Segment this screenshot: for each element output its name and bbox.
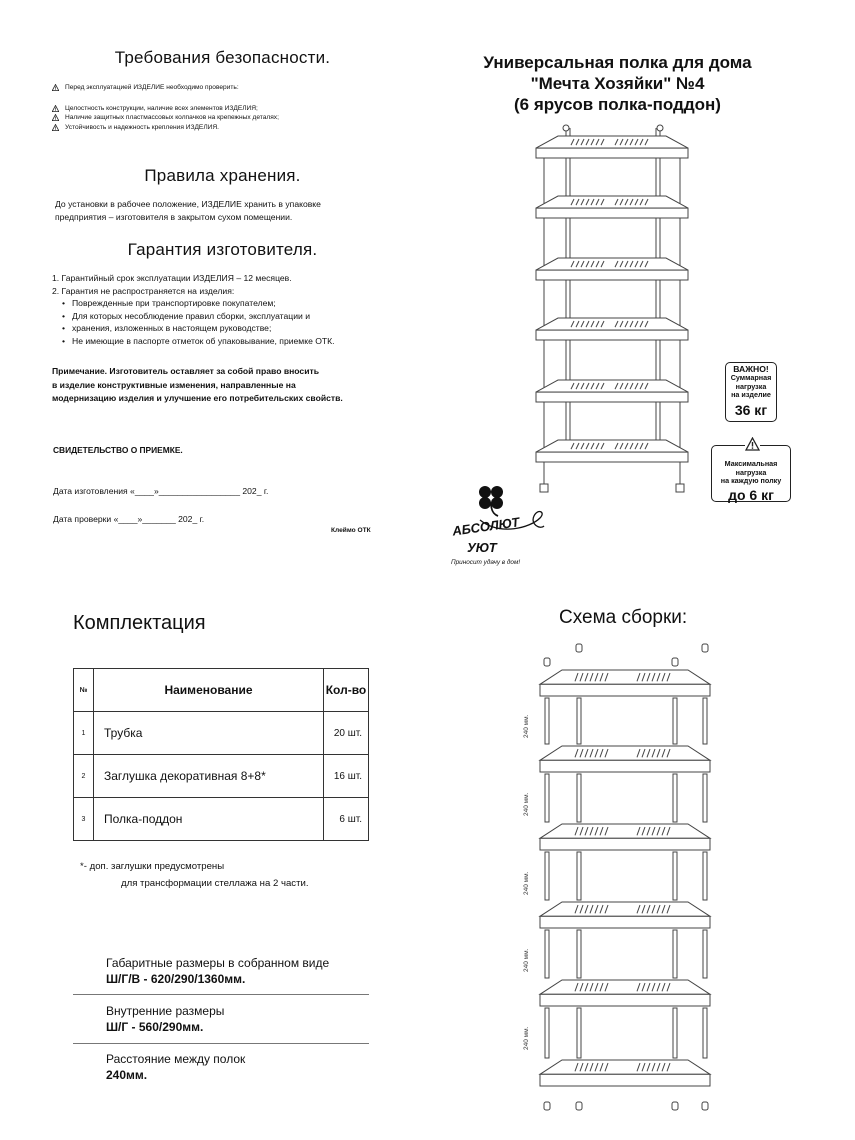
tray-top bbox=[536, 380, 688, 392]
tray-rim bbox=[536, 270, 688, 280]
row-name: Заглушка декоративная 8+8* bbox=[94, 755, 324, 798]
tray-rim bbox=[540, 760, 710, 772]
warranty-title: Гарантия изготовителя. bbox=[127, 240, 318, 259]
warranty-bullet-cont bbox=[52, 322, 397, 335]
tube-part bbox=[673, 852, 677, 900]
assembly-title: Схема сборки: bbox=[559, 607, 688, 628]
shelf-tray bbox=[536, 136, 688, 158]
tray-top bbox=[536, 318, 688, 330]
plug-icon bbox=[702, 1102, 708, 1110]
warranty-note-line: в изделие конструктивные изменения, направленные на bbox=[52, 379, 296, 390]
tube-part bbox=[577, 698, 581, 744]
tube-part bbox=[703, 852, 707, 900]
warranty-block bbox=[52, 272, 397, 347]
tray-rim bbox=[540, 684, 710, 696]
tube-part bbox=[577, 1008, 581, 1058]
tube-part bbox=[545, 1008, 549, 1058]
brand-word2: УЮТ bbox=[467, 540, 497, 555]
table-row bbox=[74, 798, 369, 841]
tray-top bbox=[536, 440, 688, 452]
shelf-tray bbox=[536, 196, 688, 218]
table-row bbox=[74, 755, 369, 798]
row-num: 1 bbox=[74, 712, 94, 755]
storage-text bbox=[55, 198, 390, 223]
spacing-label: 240 мм. bbox=[523, 1026, 530, 1050]
post-foot-icon bbox=[676, 484, 684, 492]
tray-top bbox=[540, 902, 710, 916]
kit-title: Комплектация bbox=[73, 612, 206, 634]
assembly-tray bbox=[540, 824, 710, 850]
warranty-item: 2. Гарантия не распространяется на изделия: bbox=[52, 285, 235, 296]
storage-title: Правила хранения. bbox=[144, 166, 301, 185]
tube-part bbox=[545, 698, 549, 744]
shelf-tray bbox=[536, 440, 688, 462]
safety-check-row bbox=[52, 123, 382, 133]
spacing-label: 240 мм. bbox=[523, 871, 530, 895]
kit-footnote-line1: *- доп. заглушки предусмотрены bbox=[80, 861, 225, 872]
kit-table bbox=[73, 668, 369, 841]
divider bbox=[73, 1043, 369, 1044]
shelf-load-badge bbox=[711, 445, 791, 502]
warranty-note bbox=[52, 365, 402, 406]
outer-dimensions bbox=[106, 955, 329, 987]
tray-top bbox=[540, 746, 710, 760]
tube-part bbox=[545, 852, 549, 900]
tray-rim bbox=[540, 838, 710, 850]
spacing-label: 240 мм. bbox=[523, 792, 530, 816]
warranty-bullets bbox=[52, 297, 397, 347]
shelf-gap-label: Расстояние между полок bbox=[106, 1052, 246, 1066]
tube-part bbox=[673, 698, 677, 744]
header-qty: Кол-во bbox=[324, 669, 369, 712]
badge-line: нагрузка bbox=[735, 381, 767, 391]
table-row bbox=[74, 712, 369, 755]
tray-rim bbox=[540, 1074, 710, 1086]
tray-rim bbox=[536, 392, 688, 402]
plug-icon bbox=[672, 1102, 678, 1110]
warranty-bullet: • Для которых несоблюдение правил сборки, эксплуатации и bbox=[52, 310, 397, 323]
tube-part bbox=[703, 1008, 707, 1058]
safety-title: Требования безопасности. bbox=[114, 48, 331, 67]
shelf-gap bbox=[106, 1051, 245, 1083]
spacing-label: 240 мм. bbox=[523, 714, 530, 738]
badge-value: 36 кг bbox=[734, 401, 768, 418]
tray-rim bbox=[536, 452, 688, 462]
badge-line: Максимальная bbox=[724, 459, 778, 468]
table-header-row bbox=[74, 669, 369, 712]
tube-part bbox=[673, 1008, 677, 1058]
header-num: № bbox=[74, 669, 94, 712]
tube-part bbox=[673, 930, 677, 978]
product-title-line: Универсальная полка для дома bbox=[483, 53, 752, 72]
warning-icon bbox=[745, 437, 760, 451]
acceptance-title: СВИДЕТЕЛЬСТВО О ПРИЕМКЕ. bbox=[53, 445, 183, 455]
divider bbox=[73, 994, 369, 995]
row-num: 2 bbox=[74, 755, 94, 798]
tube-part bbox=[577, 852, 581, 900]
tray-top bbox=[540, 670, 710, 684]
warning-icon bbox=[52, 84, 59, 91]
safety-check-row bbox=[52, 104, 382, 114]
plug-icon bbox=[702, 644, 708, 652]
tube-part bbox=[577, 774, 581, 822]
plug-icon bbox=[544, 1102, 550, 1110]
assembly-diagram bbox=[535, 640, 720, 1125]
warranty-bullet: • Поврежденные при транспортировке покупателем; bbox=[52, 297, 397, 310]
tube-part bbox=[703, 698, 707, 744]
warning-icon bbox=[52, 105, 59, 112]
shelf-tray bbox=[536, 380, 688, 402]
brand-word1: АБСОЛЮТ bbox=[451, 514, 521, 539]
post-cap-icon bbox=[657, 125, 663, 131]
warranty-bullet: • Не имеющие в паспорте отметок об упаковывание, приемке ОТК. bbox=[52, 335, 397, 348]
plug-icon bbox=[576, 1102, 582, 1110]
tube-part bbox=[703, 774, 707, 822]
badge-head: ВАЖНО! bbox=[733, 364, 769, 374]
tray-top bbox=[536, 196, 688, 208]
safety-check: Устойчивость и надежность крепления ИЗДЕЛИЯ. bbox=[65, 123, 219, 131]
badge-line: нагрузка bbox=[735, 467, 767, 477]
plug-icon bbox=[576, 644, 582, 652]
row-name: Трубка bbox=[94, 712, 324, 755]
safety-check: Наличие защитных пластмассовых колпачков на крепежных деталях; bbox=[65, 114, 279, 121]
made-date: Дата изготовления «____»_________________ 202_ г. bbox=[53, 486, 269, 496]
row-name: Полка-поддон bbox=[94, 798, 324, 841]
otk-stamp: Клеймо ОТК bbox=[331, 527, 371, 534]
plug-icon bbox=[672, 658, 678, 666]
tray-rim bbox=[536, 208, 688, 218]
tray-rim bbox=[536, 330, 688, 340]
tray-rim bbox=[540, 994, 710, 1006]
outer-dimensions-label: Габаритные размеры в собранном виде bbox=[106, 956, 330, 970]
product-title bbox=[445, 52, 790, 115]
tube-part bbox=[545, 930, 549, 978]
warranty-item: 1. Гарантийный срок эксплуатации ИЗДЕЛИЯ – 12 месяцев. bbox=[52, 273, 292, 283]
tray-top bbox=[540, 980, 710, 994]
plug-icon bbox=[544, 658, 550, 666]
check-date: Дата проверки «____»_______ 202_ г. bbox=[53, 514, 205, 524]
assembly-tray bbox=[540, 902, 710, 928]
kit-footnote-line2: для трансформации стеллажа на 2 части. bbox=[121, 878, 309, 889]
tray-rim bbox=[540, 916, 710, 928]
badge-line: на каждую полку bbox=[720, 476, 782, 486]
safety-intro-row bbox=[52, 83, 382, 93]
tray-top bbox=[536, 136, 688, 148]
row-qty: 6 шт. bbox=[324, 798, 369, 841]
brand-slogan: Приносит удачу в дом! bbox=[451, 559, 521, 566]
warranty-note-line: модернизацию изделия и улучшение его потребительских свойств. bbox=[52, 393, 343, 403]
assembly-tray bbox=[540, 980, 710, 1006]
product-title-line: "Мечта Хозяйки" №4 bbox=[530, 74, 705, 93]
spacing-label: 240 мм. bbox=[523, 948, 530, 972]
storage-text-line: До установки в рабочее положение, ИЗДЕЛИЕ хранить в упаковке bbox=[55, 199, 321, 209]
warning-icon bbox=[52, 114, 59, 121]
assembled-shelf-drawing bbox=[530, 118, 700, 498]
tray-top bbox=[540, 1060, 710, 1074]
safety-block bbox=[52, 83, 382, 132]
post-foot-icon bbox=[540, 484, 548, 492]
safety-check: Целостность конструкции, наличие всех элементов ИЗДЕЛИЯ; bbox=[65, 104, 258, 112]
tube-part bbox=[545, 774, 549, 822]
assembly-tray bbox=[540, 746, 710, 772]
tray-top bbox=[536, 258, 688, 270]
tray-rim bbox=[536, 148, 688, 158]
inner-dimensions-value: Ш/Г - 560/290мм. bbox=[106, 1020, 204, 1034]
tube-part bbox=[703, 930, 707, 978]
row-qty: 16 шт. bbox=[324, 755, 369, 798]
warning-icon bbox=[52, 124, 59, 131]
storage-text-line: предприятия – изготовителя в закрытом сухом помещении. bbox=[55, 211, 293, 222]
total-load-badge bbox=[725, 362, 777, 422]
assembly-tray bbox=[540, 1060, 710, 1086]
tray-top bbox=[540, 824, 710, 838]
post-cap-icon bbox=[563, 125, 569, 131]
shelf-gap-value: 240мм. bbox=[106, 1068, 148, 1082]
tube-part bbox=[673, 774, 677, 822]
tube-part bbox=[577, 930, 581, 978]
shelf-tray bbox=[536, 318, 688, 340]
warranty-bullet-cont-text: хранения, изложенных в настоящем руководстве; bbox=[72, 323, 272, 333]
row-num: 3 bbox=[74, 798, 94, 841]
safety-intro: Перед эксплуатацией ИЗДЕЛИЕ необходимо проверить: bbox=[65, 84, 239, 91]
row-qty: 20 шт. bbox=[324, 712, 369, 755]
badge-value: до 6 кг bbox=[728, 486, 774, 503]
inner-dimensions bbox=[106, 1003, 224, 1035]
safety-check-row bbox=[52, 113, 382, 123]
inner-dimensions-label: Внутренние размеры bbox=[106, 1004, 225, 1018]
badge-line: Суммарная bbox=[730, 373, 772, 382]
header-name: Наименование bbox=[94, 669, 324, 712]
product-title-line: (6 ярусов полка-поддон) bbox=[514, 95, 721, 114]
shelf-tray bbox=[536, 258, 688, 280]
badge-line: на изделие bbox=[731, 390, 771, 400]
outer-dimensions-value: Ш/Г/В - 620/290/1360мм. bbox=[106, 972, 246, 986]
assembly-tray bbox=[540, 670, 710, 696]
warranty-note-line: Примечание. Изготовитель оставляет за собой право вносить bbox=[52, 366, 319, 376]
